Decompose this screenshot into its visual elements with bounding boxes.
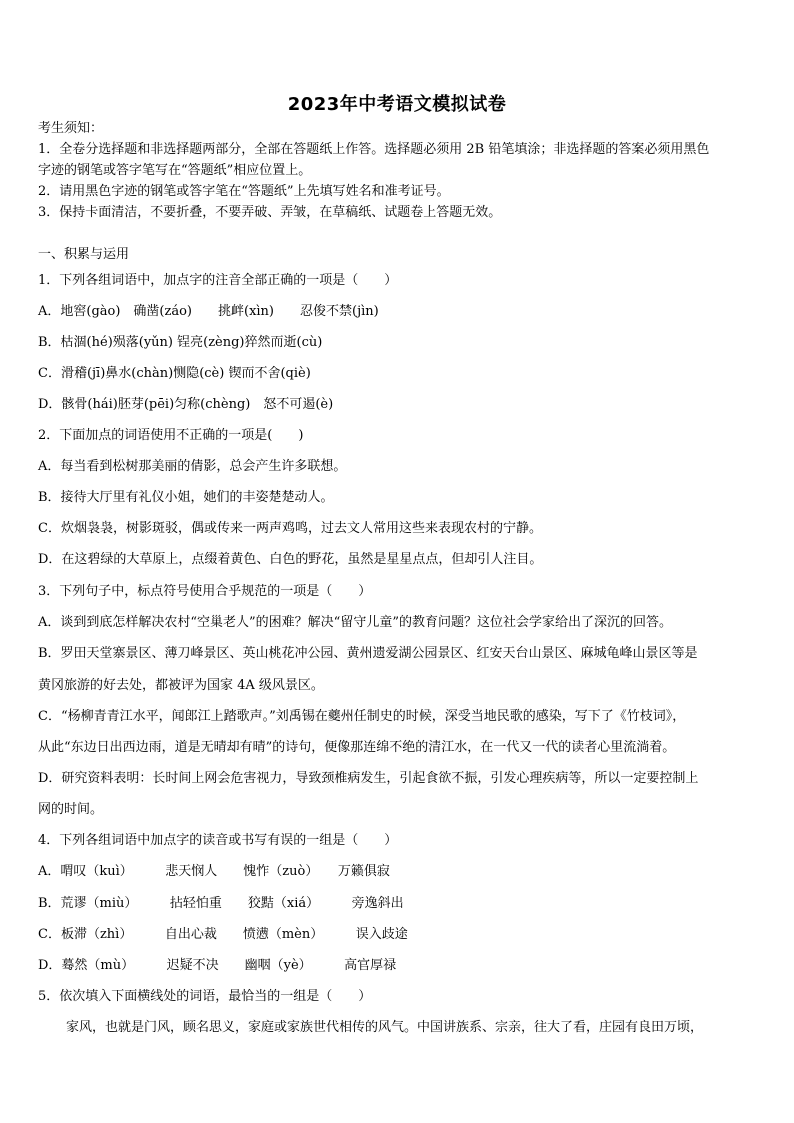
question-3-option-c-continued: 从此“东边日出西边雨，道是无晴却有晴”的诗句，便像那连绵不绝的清江水，在一代又一代的读者心里流淌着。 — [38, 740, 676, 755]
question-4-option-d: D．蓦然（mù） 迟疑不决 幽咽（yè） 高官厚禄 — [38, 958, 397, 973]
question-3-option-b: B．罗田天堂寨景区、薄刀峰景区、英山桃花冲公园、黄州遗爱湖公园景区、红安天台山景区、麻城龟峰山景区等是 — [38, 646, 698, 661]
question-2-option-b: B．接待大厅里有礼仪小姐，她们的丰姿楚楚动人。 — [38, 490, 334, 505]
notice-heading: 考生须知： — [38, 121, 104, 136]
question-1-option-b: B．枯涸(hé)殒落(yǔn) 锃亮(zèng)猝然而逝(cù) — [38, 335, 323, 350]
notice-item-1-continued: 字迹的钢笔或答字笔写在“答题纸”相应位置上。 — [38, 163, 312, 178]
question-3-option-c: C．“杨柳青青江水平，闻郎江上踏歌声。”刘禹锡在夔州任制史的时候，深受当地民歌的感染，写下了《竹枝词》， — [38, 709, 686, 724]
question-3-option-a: A．谈到到底怎样解决农村“空巢老人”的困难？解决“留守儿童”的教育问题？这位社会学家给出了深沉的回答。 — [38, 615, 672, 630]
question-2-option-a: A．每当看到松树那美丽的倩影，总会产生许多联想。 — [38, 459, 347, 474]
question-4: 4．下列各组词语中加点字的读音或书写有误的一组是（ ） — [38, 833, 398, 848]
notice-item-1: 1．全卷分选择题和非选择题两部分，全部在答题纸上作答。选择题必须用 2B 铅笔填涂；非选择题的答案必须用黑色 — [38, 142, 710, 157]
question-4-option-a: A．喟叹（kuì） 悲天悯人 愧怍（zuò） 万籁俱寂 — [38, 864, 390, 879]
question-1: 1．下列各组词语中，加点字的注音全部正确的一项是（ ） — [38, 273, 398, 288]
question-3-option-d-continued: 网的时间。 — [38, 802, 104, 817]
question-2: 2．下面加点的词语使用不正确的一项是( ) — [38, 428, 304, 443]
question-5-passage: 家风，也就是门风，顾名思义，家庭或家族世代相传的风气。中国讲族系、宗亲，往大了看，庄园有良田万顷， — [66, 1020, 704, 1035]
exam-title: 2023年中考语文模拟试卷 — [287, 94, 507, 115]
question-3-option-d: D．研究资料表明：长时间上网会危害视力，导致颈椎病发生，引起食欲不振，引发心理疾病等，所以一定要控制上 — [38, 771, 699, 786]
question-2-option-c: C．炊烟袅袅，树影斑驳，偶或传来一两声鸡鸣，过去文人常用这些来表现农村的宁静。 — [38, 521, 542, 536]
question-4-option-b: B．荒谬（miù） 拈轻怕重 狡黠（xiá） 旁逸斜出 — [38, 896, 404, 911]
notice-item-3: 3．保持卡面清洁，不要折叠，不要弄破、弄皱，在草稿纸、试题卷上答题无效。 — [38, 205, 502, 220]
question-3-option-b-continued: 黄冈旅游的好去处，都被评为国家 4A 级风景区。 — [38, 678, 324, 693]
section-heading: 一、积累与运用 — [38, 247, 130, 262]
notice-item-2: 2．请用黑色字迹的钢笔或答字笔在“答题纸”上先填写姓名和准考证号。 — [38, 184, 450, 199]
question-3: 3．下列句子中，标点符号使用合乎规范的一项是（ ） — [38, 584, 372, 599]
question-4-option-c: C．板滞（zhì） 自出心裁 愤懑（mèn） 误入歧途 — [38, 927, 408, 942]
question-5: 5．依次填入下面横线处的词语，最恰当的一组是（ ） — [38, 989, 372, 1004]
question-2-option-d: D．在这碧绿的大草原上，点缀着黄色、白色的野花，虽然是星星点点，但却引人注目。 — [38, 552, 543, 567]
question-1-option-d: D．骸骨(hái)胚芽(pēi)匀称(chèng) 怒不可遏(è) — [38, 397, 334, 412]
question-1-option-a: A．地窖(gào) 确凿(záo) 挑衅(xìn) 忍俊不禁(jìn) — [38, 304, 379, 319]
question-1-option-c: C．滑稽(jī)鼻水(chàn)恻隐(cè) 锲而不舍(qiè) — [38, 366, 311, 381]
